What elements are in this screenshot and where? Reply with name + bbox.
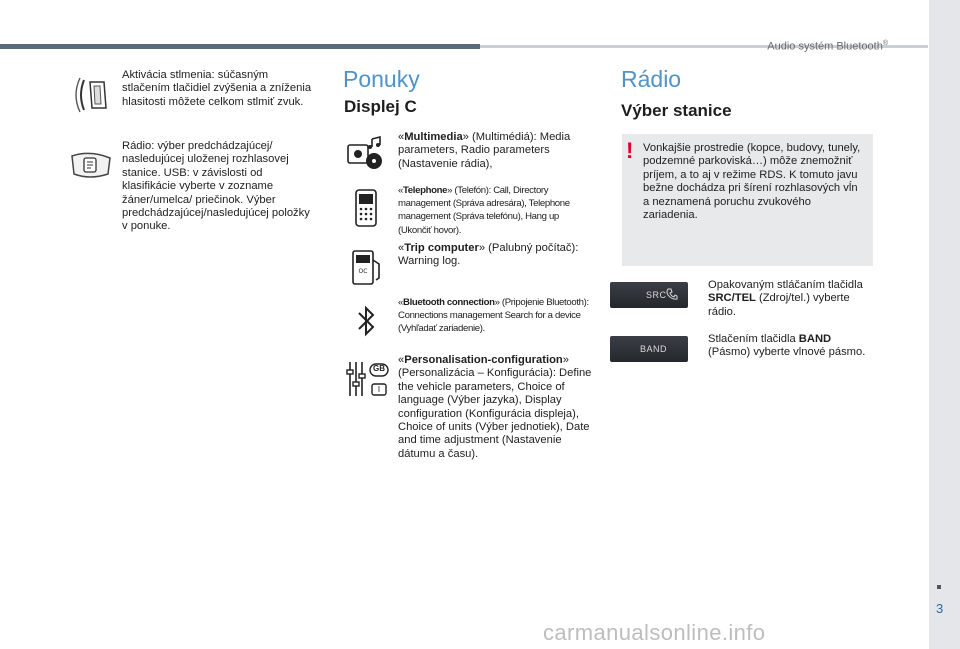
- header-rule-dark: [0, 44, 480, 49]
- menu-bluetooth: «Bluetooth connection» (Pripojenie Bluetooth): Connections management Search for a device (Vyhľadať zariadenie).: [398, 297, 589, 335]
- warning-text: Vonkajšie prostredie (kopce, budovy, tunely, podzemné parkoviská…) môže znemožniť príjem, a to aj v režime RDS. K tomuto javu bežne dochádza pri šírení rozhlasových vĺn a neznamená poruchu zvukového zariadenia.: [643, 142, 861, 222]
- steering-wheel-button-icon: [68, 148, 114, 182]
- menu-telephone: «Telephone» (Telefón): Call, Directory management (Správa adresára), Telephone management (Správa telefónu), Hang up (Ukončiť hovor).: [398, 185, 570, 236]
- display-c-subheading: Displej C: [344, 97, 417, 116]
- language-i-label: I: [377, 385, 381, 394]
- trip-computer-icon: [351, 248, 383, 286]
- watermark: carmanualsonline.info: [543, 620, 766, 645]
- band-button-image: [610, 336, 688, 362]
- radio-navigation-instruction: Rádio: výber predchádzajúcej/ nasledujúcej uloženej rozhlasovej stanice. USB: v závislosti od klasifikácie vyberte v zozname žáner/umelca/ priečinok. Výber predchádzajúcej/nasledujúcej položky v ponuke.: [122, 140, 310, 233]
- station-selection-subheading: Výber stanice: [621, 101, 732, 120]
- telephone-icon: [354, 188, 378, 228]
- svg-text:OC: OC: [358, 268, 368, 275]
- bluetooth-icon: [356, 302, 378, 340]
- multimedia-icon: [346, 135, 386, 171]
- band-instruction: Stlačením tlačidla BAND (Pásmo) vyberte vlnové pásmo.: [708, 333, 866, 359]
- mute-instruction: Aktivácia stlmenia: súčasným stlačením tlačidiel zvýšenia a zníženia hlasitosti môžete celkom stlmiť zvuk.: [122, 69, 312, 108]
- phone-icon: [666, 288, 678, 301]
- menu-trip-computer: «Trip computer» (Palubný počítač): Warning log.: [398, 242, 579, 268]
- menu-personalisation: «Personalisation-configuration» (Personalizácia – Konfigurácia): Define the vehicle parameters, Choice of language (Výber jazyka), Display configuration (Konfigurácia displeja), Choice of units (Výber jednotiek), Date and time adjustment (Nastavenie dátumu a času).: [398, 354, 592, 460]
- src-tel-button-image: [610, 282, 688, 308]
- page-edge-strip: [929, 0, 960, 649]
- band-button-label: BAND: [640, 344, 668, 354]
- steering-control-icon: [70, 74, 112, 116]
- page-number: 3: [936, 601, 944, 616]
- language-gb-label: GB: [373, 364, 385, 373]
- page-marker: [937, 585, 941, 589]
- section-title: Audio systém Bluetooth®: [767, 40, 888, 53]
- warning-icon: !: [626, 138, 634, 163]
- menu-multimedia: «Multimedia» (Multimédiá): Media parameters, Radio parameters (Nastavenie rádia),: [398, 131, 571, 170]
- src-button-label: SRC: [646, 290, 667, 300]
- src-instruction: Opakovaným stláčaním tlačidla SRC/TEL (Zdroj/tel.) vyberte rádio.: [708, 279, 863, 318]
- radio-heading: Rádio: [621, 66, 682, 92]
- menus-heading: Ponuky: [343, 66, 420, 92]
